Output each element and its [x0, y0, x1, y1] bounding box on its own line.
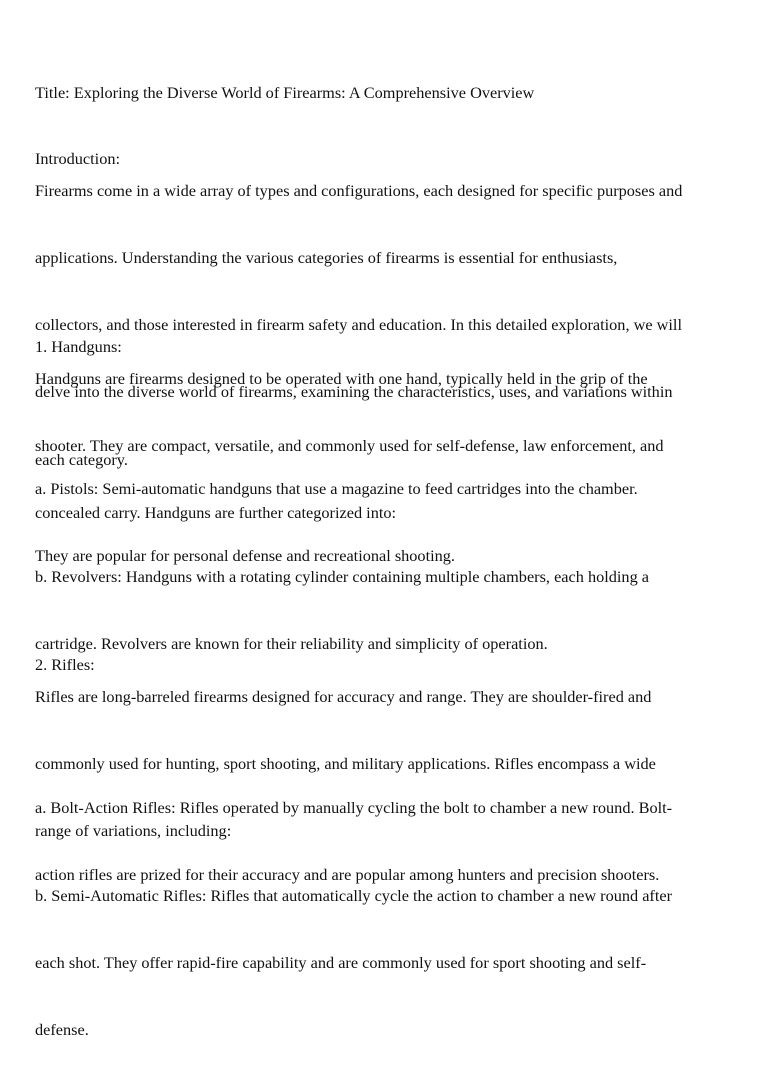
paragraph-line: each shot. They offer rapid-fire capability and are commonly used for sport shooting and self- — [35, 953, 647, 973]
semi-automatic-item — [35, 840, 741, 1086]
paragraph-line: defense. — [35, 1020, 89, 1040]
rifles-heading: 2. Rifles: — [35, 654, 95, 674]
paragraph-line: delve into the diverse world of firearms, examining the characteristics, uses, and variations within — [35, 382, 673, 402]
paragraph-line: range of variations, including: — [35, 821, 232, 841]
paragraph-line: applications. Understanding the various categories of firearms is essential for enthusiasts, — [35, 248, 618, 268]
paragraph-line: a. Pistols: Semi-automatic handguns that use a magazine to feed cartridges into the chamber. — [35, 478, 638, 498]
paragraph-line: Firearms come in a wide array of types and configurations, each designed for specific purposes and — [35, 180, 683, 200]
paragraph-line: Rifles are long-barreled firearms designed for accuracy and range. They are shoulder-fired and — [35, 686, 652, 706]
document-title: Title: Exploring the Diverse World of Firearms: A Comprehensive Overview — [35, 82, 535, 102]
paragraph-line: collectors, and those interested in firearm safety and education. In this detailed exploration, we will — [35, 315, 682, 335]
paragraph-line: cartridge. Revolvers are known for their reliability and simplicity of operation. — [35, 634, 548, 654]
paragraph-line: a. Bolt-Action Rifles: Rifles operated by manually cycling the bolt to chamber a new round. Bolt- — [35, 797, 673, 817]
paragraph-line: action rifles are prized for their accuracy and are popular among hunters and precision shooters. — [35, 865, 660, 885]
paragraph-line: concealed carry. Handguns are further categorized into: — [35, 503, 397, 523]
paragraph-line: b. Revolvers: Handguns with a rotating cylinder containing multiple chambers, each holding a — [35, 566, 650, 586]
paragraph-line: They are popular for personal defense and recreational shooting. — [35, 546, 455, 566]
paragraph-line: shooter. They are compact, versatile, and commonly used for self-defense, law enforcement, and — [35, 436, 664, 456]
paragraph-line: each category. — [35, 449, 128, 469]
intro-heading: Introduction: — [35, 148, 121, 168]
handguns-heading: 1. Handguns: — [35, 336, 122, 356]
paragraph-line: Handguns are firearms designed to be operated with one hand, typically held in the grip of the — [35, 368, 648, 388]
paragraph-line: commonly used for hunting, sport shooting, and military applications. Rifles encompass a wide — [35, 754, 656, 774]
paragraph-line: b. Semi-Automatic Rifles: Rifles that automatically cycle the action to chamber a new round after — [35, 885, 673, 905]
